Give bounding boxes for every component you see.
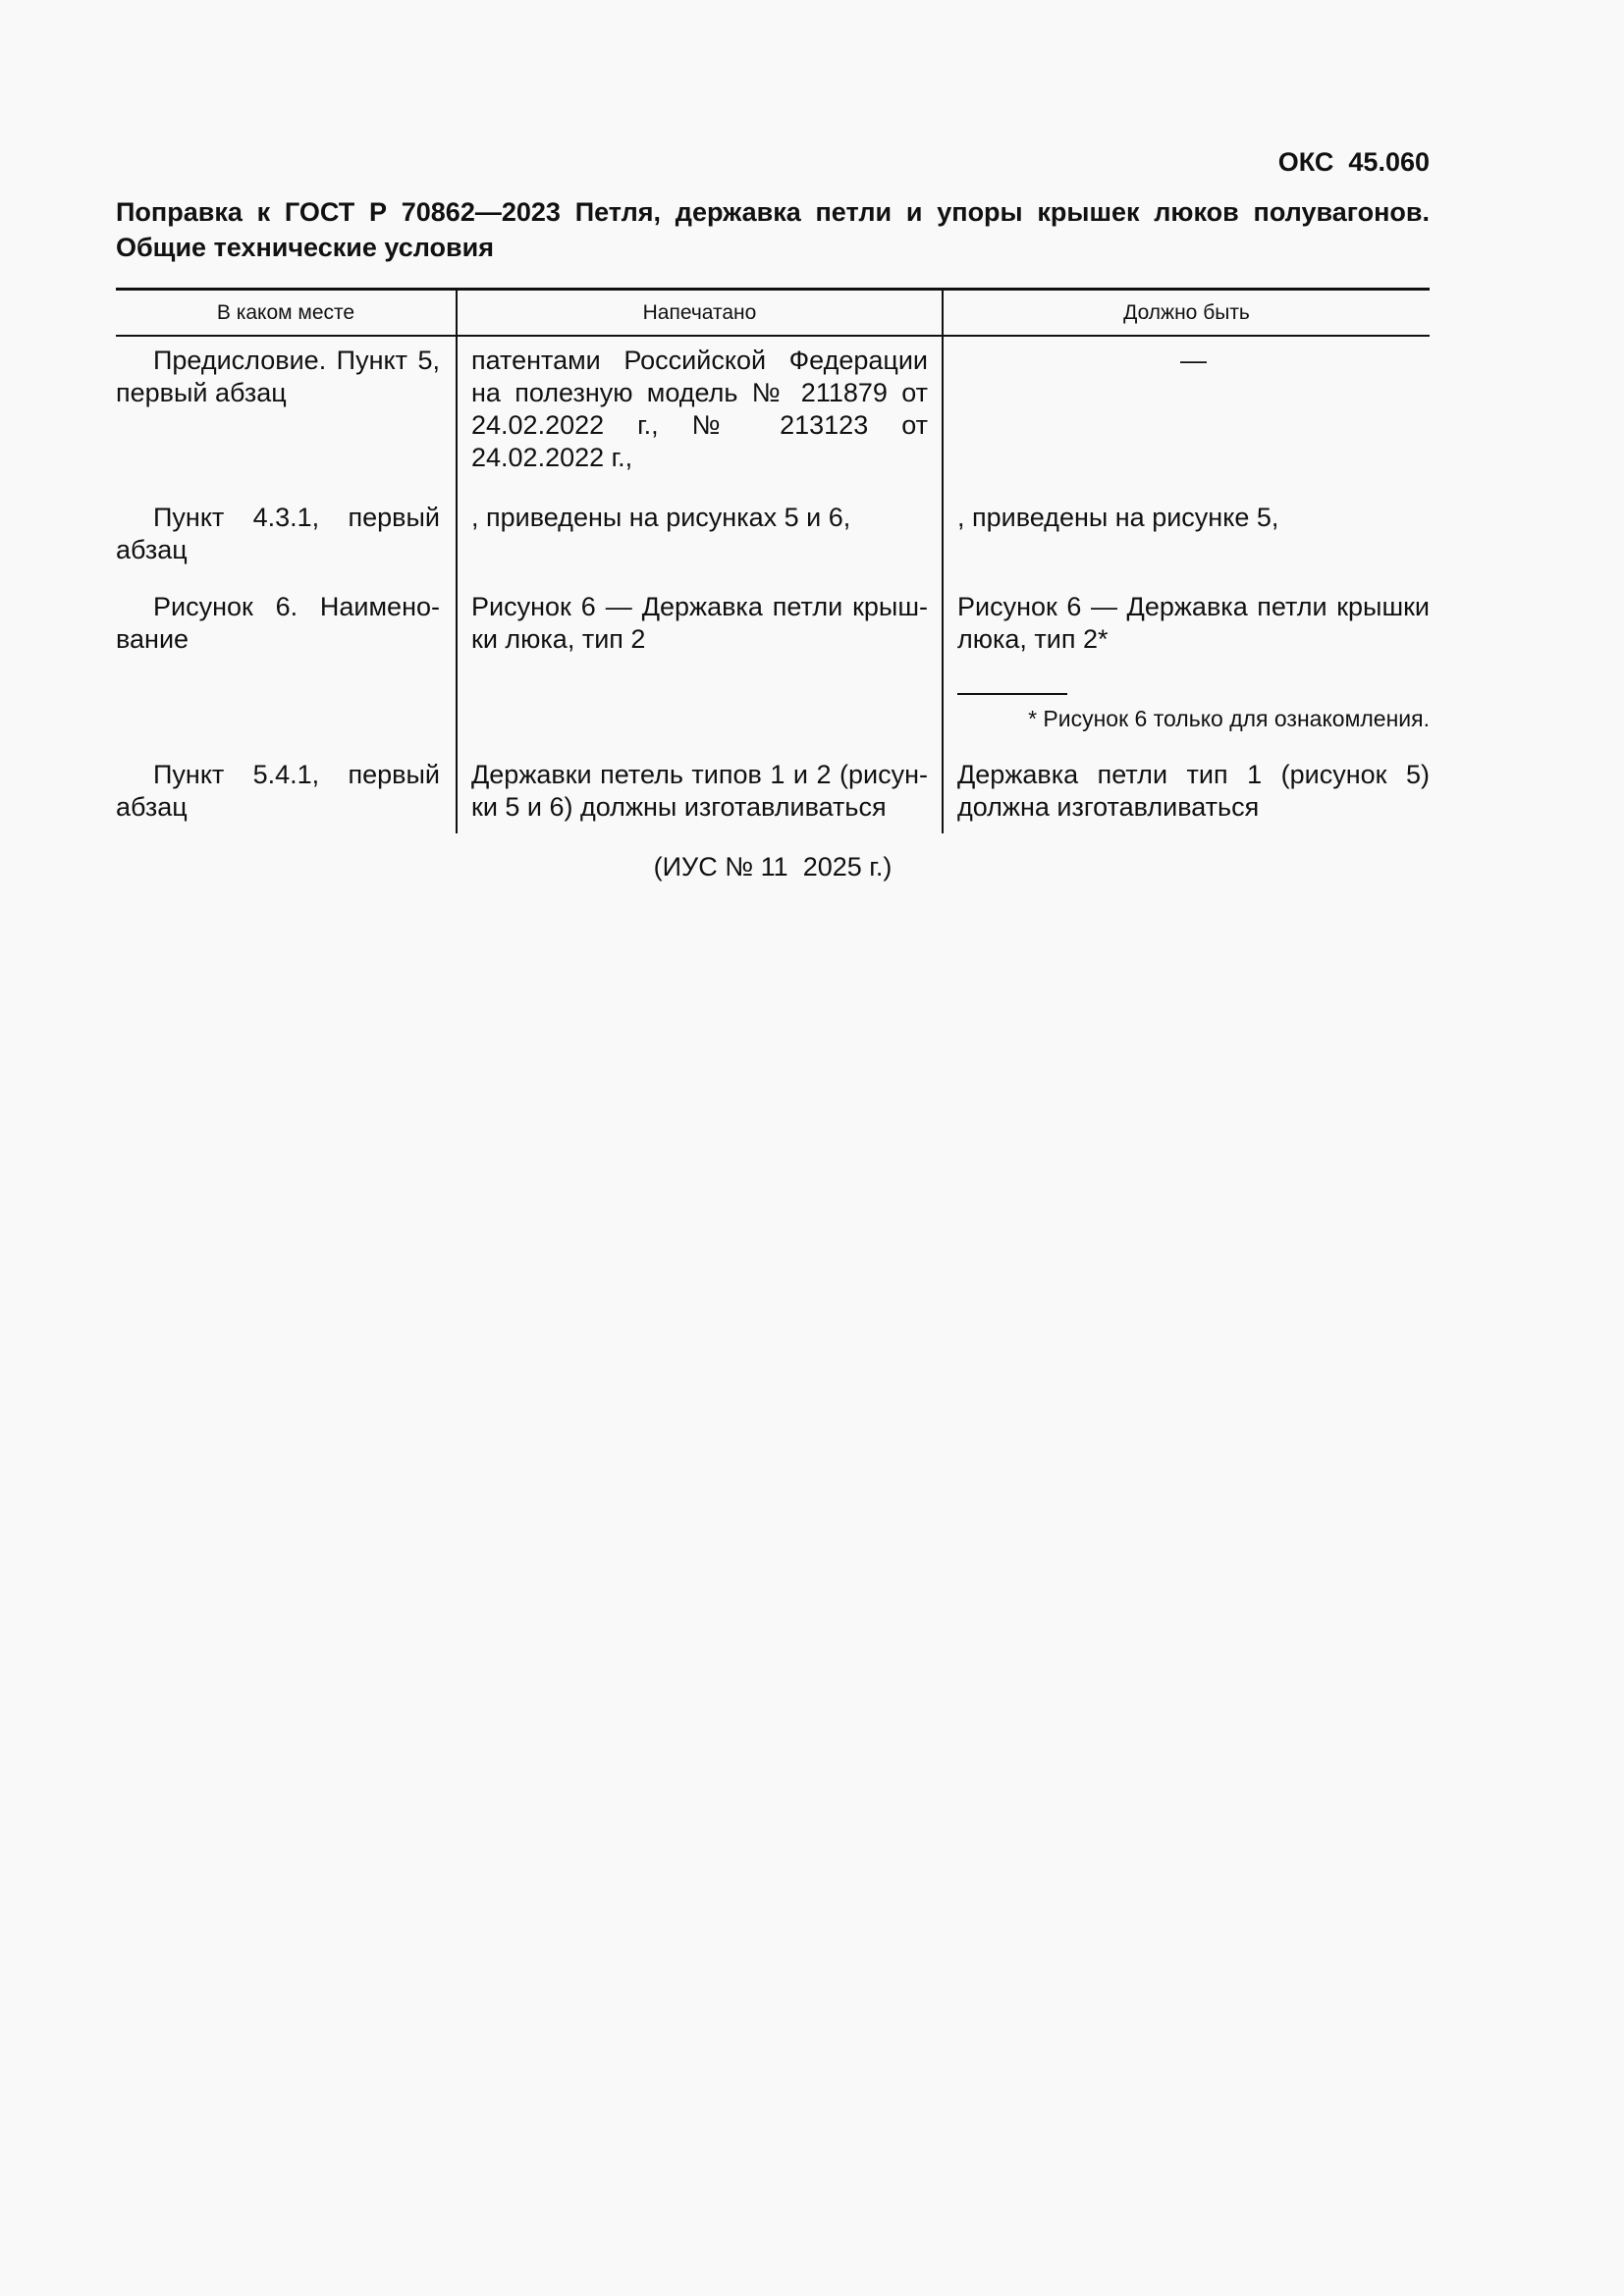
cell-place: Рисунок 6. Наимено-вание <box>116 592 440 654</box>
corrections-table <box>116 288 1430 833</box>
title-line-1: Поправка к ГОСТ Р 70862—2023 Петля, державка петли и упоры крышек люков полувагонов. <box>116 197 1430 227</box>
cell-correct <box>943 591 1430 759</box>
ius-reference: (ИУС № 11 2025 г.) <box>653 852 893 881</box>
table-row <box>116 591 1430 759</box>
cell-printed: патентами Российской Федерации на полезную модель № 211879 от 24.02.2022 г., № 213123 от 24.02.2022 г., <box>457 336 943 502</box>
table-row <box>116 759 1430 833</box>
footnote-text: * Рисунок 6 только для ознакомления. <box>1028 706 1430 731</box>
cell-printed: , приведены на рисунках 5 и 6, <box>457 502 943 591</box>
table-header-row <box>116 290 1430 337</box>
document-title <box>116 194 1430 265</box>
header-correct: Должно быть <box>943 290 1430 337</box>
cell-correct: Державка петли тип 1 (рисунок 5) должна изготавливаться <box>943 759 1430 833</box>
header-place: В каком месте <box>116 290 457 337</box>
footnote-rule <box>957 693 1067 695</box>
classifier-code: ОКС 45.060 <box>1277 147 1430 177</box>
cell-printed: Рисунок 6 — Державка петли крыш-ки люка, тип 2 <box>457 591 943 759</box>
cell-correct: , приведены на рисунке 5, <box>943 502 1430 591</box>
title-line-2: Общие технические условия <box>116 233 494 262</box>
table-row <box>116 502 1430 591</box>
cell-place: Пункт 4.3.1, первый абзац <box>116 503 440 564</box>
cell-place: Пункт 5.4.1, первый абзац <box>116 760 440 822</box>
table-row <box>116 336 1430 502</box>
cell-printed: Державки петель типов 1 и 2 (рисун-ки 5 и 6) должны изготавливаться <box>457 759 943 833</box>
cell-correct <box>943 336 1430 502</box>
cell-place: Предисловие. Пункт 5, первый абзац <box>116 346 440 407</box>
header-printed: Напечатано <box>457 290 943 337</box>
cell-correct-text: Рисунок 6 — Державка петли крышки люка, тип 2* <box>957 592 1430 654</box>
cell-correct-text: — <box>1180 346 1207 375</box>
